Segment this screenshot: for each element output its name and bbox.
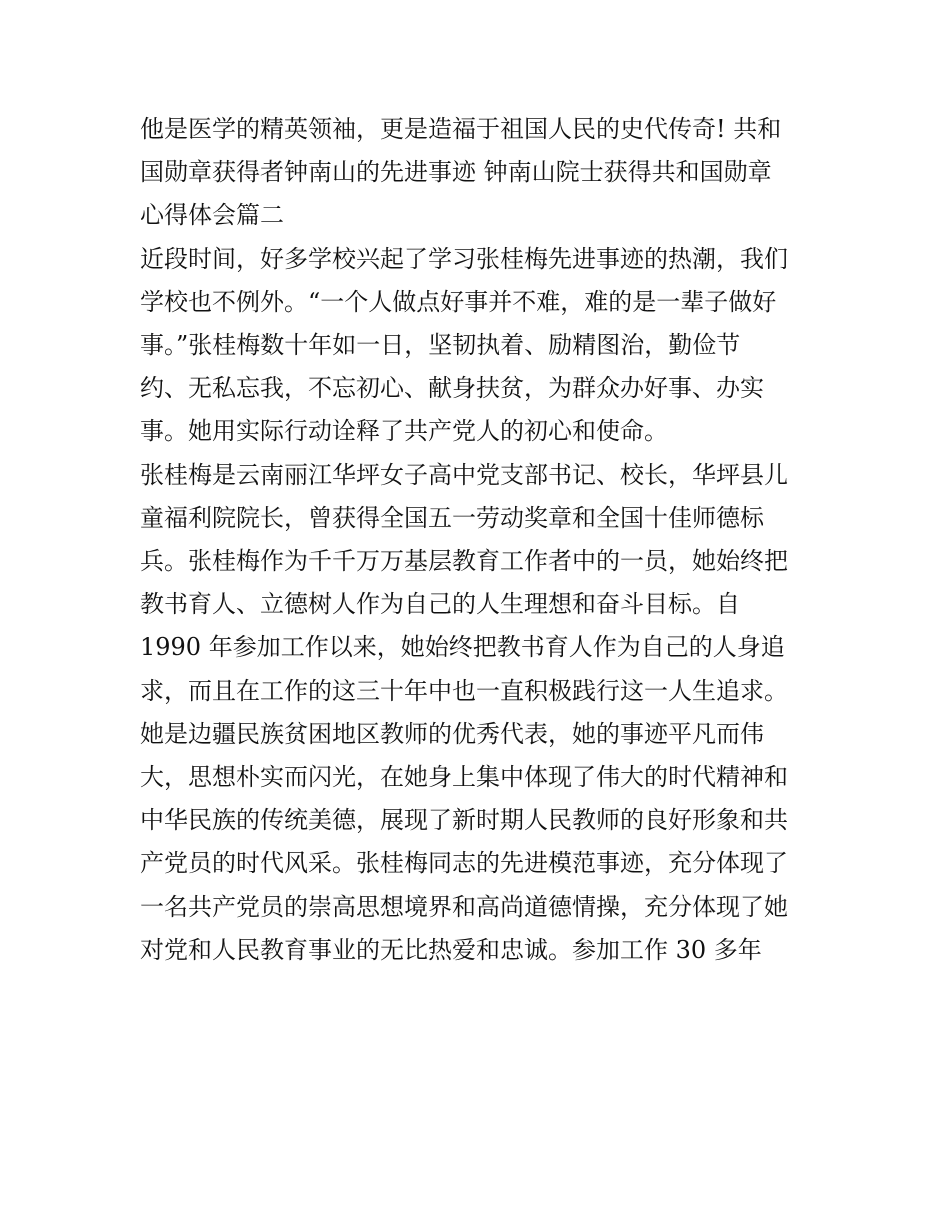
text-line: 事。”张桂梅数十年如一日，坚韧执着、励精图治，勤俭节 bbox=[140, 331, 741, 360]
text-line: 约、无私忘我，不忘初心、献身扶贫，为群众办好事、办实 bbox=[140, 374, 764, 403]
text-line: 学校也不例外。“一个人做点好事并不难，难的是一辈子做好 bbox=[140, 287, 777, 316]
text-line: 求，而且在工作的这三十年中也一直积极践行这一人生追求。 bbox=[140, 676, 788, 705]
text-line: 教书育人、立德树人作为自己的人生理想和奋斗目标。自 bbox=[140, 590, 740, 619]
text-line: 他是医学的精英领袖，更是造福于祖国人民的史代传奇! 共和 bbox=[140, 115, 782, 143]
document-body bbox=[140, 108, 820, 972]
text-line: 童福利院院长，曾获得全国五一劳动奖章和全国十佳师德标 bbox=[140, 503, 764, 532]
text-line: 心得体会篇二 bbox=[140, 201, 284, 230]
text-line: 国勋章获得者钟南山的先进事迹 钟南山院士获得共和国勋章 bbox=[140, 158, 772, 187]
text-line: 近段时间，好多学校兴起了学习张桂梅先进事迹的热潮，我们 bbox=[140, 244, 788, 273]
text-line: 大，思想朴实而闪光，在她身上集中体现了伟大的时代精神和 bbox=[140, 763, 788, 792]
text-line: 一名共产党员的崇高思想境界和高尚道德情操，充分体现了她 bbox=[140, 892, 788, 921]
text-line: 产党员的时代风采。张桂梅同志的先进模范事迹，充分体现了 bbox=[140, 849, 788, 878]
text-line: 对党和人民教育事业的无比热爱和忠诚。参加工作 30 多年 bbox=[140, 935, 762, 964]
text-line: 兵。张桂梅作为千千万万基层教育工作者中的一员，她始终把 bbox=[140, 547, 788, 576]
text-line: 中华民族的传统美德，展现了新时期人民教师的良好形象和共 bbox=[140, 806, 788, 835]
text-line: 1990 年参加工作以来，她始终把教书育人作为自己的人身追 bbox=[140, 633, 785, 662]
text-line: 事。她用实际行动诠释了共产党人的初心和使命。 bbox=[140, 417, 668, 446]
text-line: 她是边疆民族贫困地区教师的优秀代表，她的事迹平凡而伟 bbox=[140, 719, 764, 748]
text-line: 张桂梅是云南丽江华坪女子高中党支部书记、校长，华坪县儿 bbox=[140, 460, 788, 489]
